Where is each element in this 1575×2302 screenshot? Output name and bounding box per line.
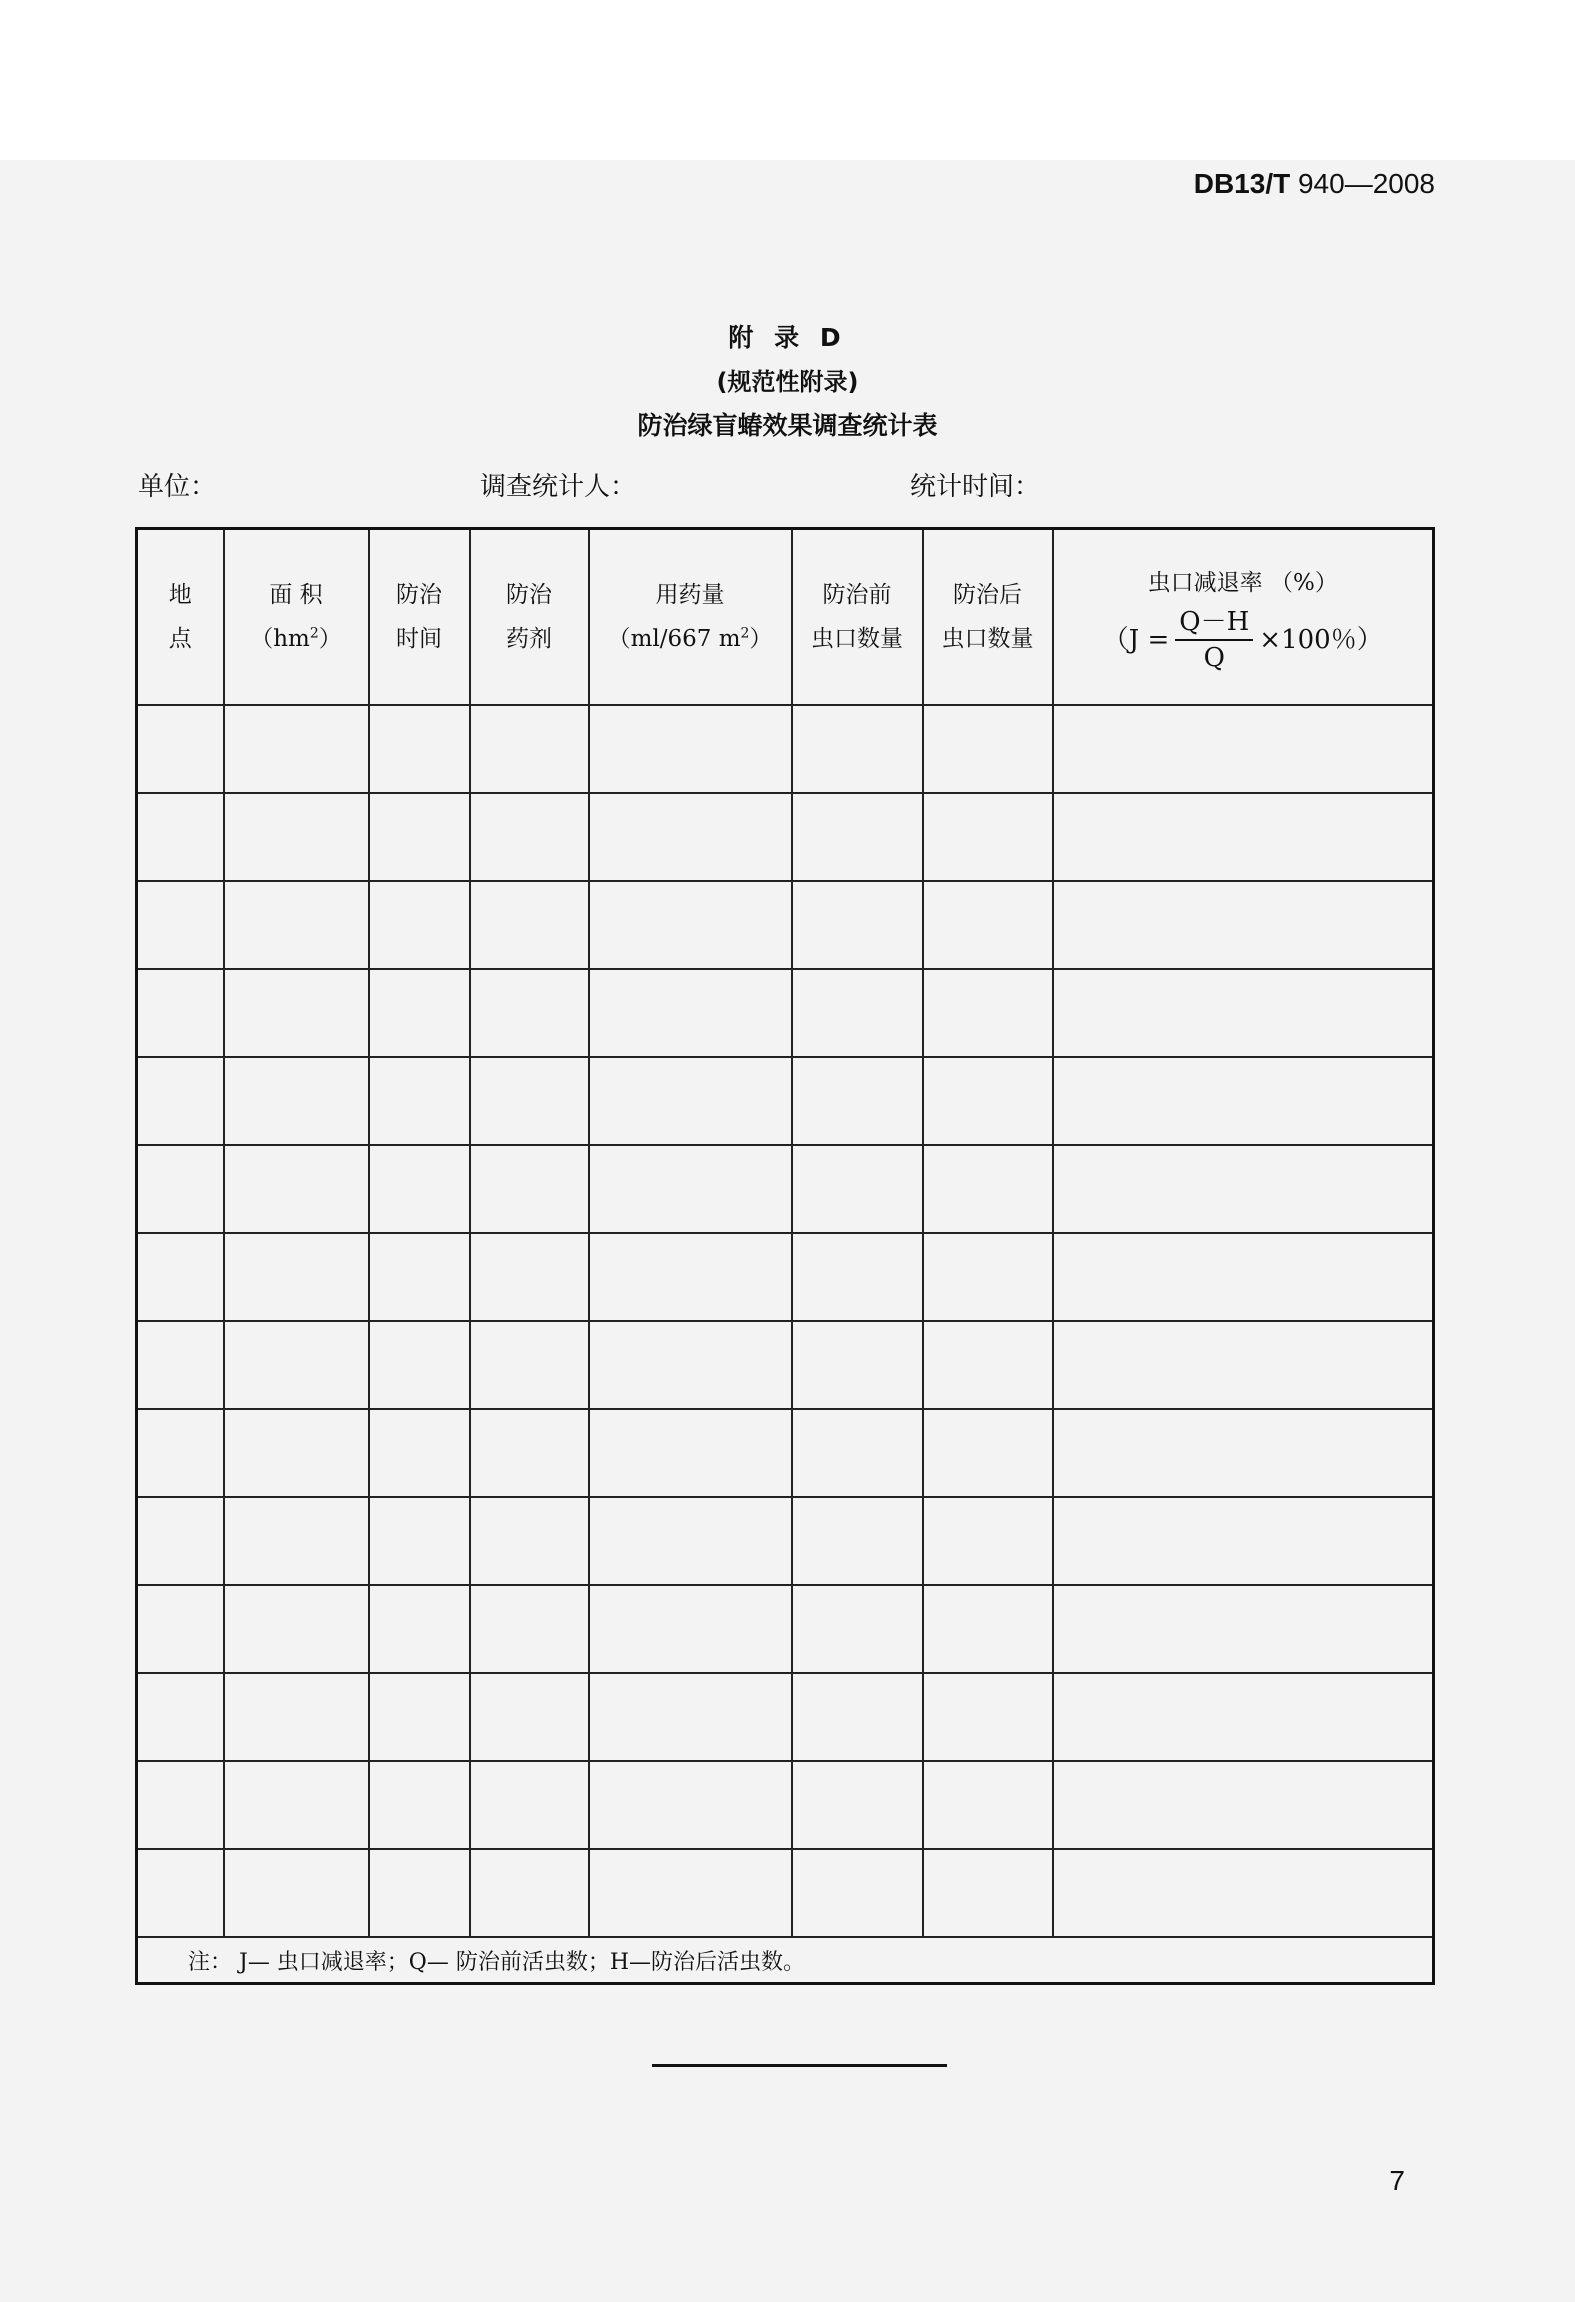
cell-location [137, 1849, 224, 1937]
col-area: 面 积 $(hm^2)$ [224, 529, 369, 706]
cell-treatment-time [369, 1145, 470, 1233]
cell-location [137, 969, 224, 1057]
table-row [137, 705, 1434, 793]
cell-treatment-agent [470, 1145, 589, 1233]
cell-location [137, 1585, 224, 1673]
reduction-rate-formula: （J = $\frac{Q-H}{Q}$ ×100％） [1102, 607, 1383, 673]
cell-dosage [589, 1585, 792, 1673]
cell-count-before [792, 793, 923, 881]
cell-count-after [923, 1233, 1053, 1321]
cell-dosage [589, 1497, 792, 1585]
cell-area [224, 1585, 369, 1673]
cell-location [137, 1497, 224, 1585]
cell-count-before [792, 1321, 923, 1409]
survey-table [135, 527, 1435, 1985]
end-rule [652, 2064, 947, 2067]
cell-treatment-agent [470, 1409, 589, 1497]
cell-location [137, 1057, 224, 1145]
cell-count-after [923, 1321, 1053, 1409]
cell-reduction-rate [1053, 1409, 1434, 1497]
cell-treatment-agent [470, 1233, 589, 1321]
cell-count-before [792, 1673, 923, 1761]
cell-location [137, 705, 224, 793]
cell-area [224, 881, 369, 969]
cell-location [137, 1145, 224, 1233]
cell-treatment-agent [470, 1673, 589, 1761]
cell-treatment-agent [470, 1849, 589, 1937]
cell-count-before [792, 881, 923, 969]
cell-treatment-time [369, 1673, 470, 1761]
cell-reduction-rate [1053, 793, 1434, 881]
cell-location [137, 1673, 224, 1761]
cell-reduction-rate [1053, 969, 1434, 1057]
cell-count-after [923, 705, 1053, 793]
cell-dosage [589, 969, 792, 1057]
table-row [137, 1233, 1434, 1321]
cell-dosage [589, 881, 792, 969]
cell-area [224, 1057, 369, 1145]
cell-location [137, 1761, 224, 1849]
cell-treatment-time [369, 969, 470, 1057]
cell-treatment-agent [470, 1585, 589, 1673]
cell-location [137, 1409, 224, 1497]
appendix-title: 附 录 D [728, 323, 847, 352]
table-title: 防治绿盲蝽效果调查统计表 [637, 411, 938, 440]
cell-count-before [792, 1145, 923, 1233]
cell-area [224, 1145, 369, 1233]
cell-reduction-rate [1053, 1849, 1434, 1937]
cell-dosage [589, 1233, 792, 1321]
cell-reduction-rate [1053, 1057, 1434, 1145]
table-row [137, 881, 1434, 969]
cell-dosage [589, 1057, 792, 1145]
cell-count-before [792, 1585, 923, 1673]
cell-dosage [589, 1849, 792, 1937]
cell-reduction-rate [1053, 881, 1434, 969]
table-row [137, 1321, 1434, 1409]
cell-count-before [792, 1233, 923, 1321]
cell-count-after [923, 881, 1053, 969]
cell-location [137, 793, 224, 881]
cell-location [137, 881, 224, 969]
cell-treatment-time [369, 881, 470, 969]
table-note-row [137, 1937, 1434, 1984]
cell-treatment-time [369, 1321, 470, 1409]
cell-count-after [923, 1409, 1053, 1497]
cell-count-before [792, 969, 923, 1057]
cell-treatment-time [369, 1409, 470, 1497]
cell-count-before [792, 1497, 923, 1585]
cell-treatment-time [369, 1057, 470, 1145]
cell-treatment-agent [470, 881, 589, 969]
col-reduction-rate [1053, 529, 1434, 706]
cell-treatment-time [369, 1761, 470, 1849]
cell-treatment-time [369, 1497, 470, 1585]
cell-treatment-agent [470, 793, 589, 881]
standard-number: 940—2008 [1290, 168, 1435, 199]
cell-count-before [792, 705, 923, 793]
cell-location [137, 1321, 224, 1409]
cell-treatment-agent [470, 1057, 589, 1145]
cell-treatment-agent [470, 1497, 589, 1585]
col-location: 地 点 [137, 529, 224, 706]
cell-treatment-agent [470, 1321, 589, 1409]
col-count-before: 防治前 虫口数量 [792, 529, 923, 706]
cell-treatment-time [369, 1849, 470, 1937]
table-row [137, 1145, 1434, 1233]
surveyor-label: 调查统计人： [480, 472, 637, 502]
cell-dosage [589, 1761, 792, 1849]
cell-count-after [923, 1585, 1053, 1673]
cell-reduction-rate [1053, 705, 1434, 793]
table-row [137, 969, 1434, 1057]
cell-count-before [792, 1849, 923, 1937]
cell-treatment-time [369, 1233, 470, 1321]
cell-area [224, 1233, 369, 1321]
cell-treatment-time [369, 1585, 470, 1673]
table-row [137, 1057, 1434, 1145]
cell-count-after [923, 1849, 1053, 1937]
survey-time-label: 统计时间： [910, 472, 1041, 502]
cell-area [224, 1849, 369, 1937]
col-treatment-time: 防治 时间 [369, 529, 470, 706]
cell-reduction-rate [1053, 1233, 1434, 1321]
unit-label: 单位： [138, 472, 217, 502]
cell-count-after [923, 793, 1053, 881]
cell-count-after [923, 969, 1053, 1057]
cell-count-after [923, 1673, 1053, 1761]
cell-treatment-agent [470, 705, 589, 793]
cell-treatment-time [369, 793, 470, 881]
table-row [137, 1585, 1434, 1673]
table-row [137, 793, 1434, 881]
table-header-row [137, 529, 1434, 706]
cell-count-after [923, 1497, 1053, 1585]
cell-dosage [589, 793, 792, 881]
table-note: 注： J— 虫口减退率；Q— 防治前活虫数；H—防治后活虫数。 [137, 1937, 1434, 1984]
cell-area [224, 1673, 369, 1761]
cell-dosage [589, 1673, 792, 1761]
table-row [137, 1673, 1434, 1761]
standard-prefix: DB13/T [1193, 168, 1291, 199]
table-row [137, 1497, 1434, 1585]
cell-treatment-agent [470, 1761, 589, 1849]
col-dosage: 用药量 （ml/667 $m^2$） [589, 529, 792, 706]
cell-count-before [792, 1057, 923, 1145]
reduction-rate-label: 虫口减退率 （%） [1147, 570, 1338, 596]
cell-dosage [589, 705, 792, 793]
cell-count-after [923, 1057, 1053, 1145]
cell-area [224, 969, 369, 1057]
cell-count-before [792, 1409, 923, 1497]
cell-area [224, 793, 369, 881]
cell-dosage [589, 1409, 792, 1497]
cell-reduction-rate [1053, 1673, 1434, 1761]
cell-reduction-rate [1053, 1585, 1434, 1673]
cell-area [224, 1321, 369, 1409]
col-count-after: 防治后 虫口数量 [923, 529, 1053, 706]
cell-count-before [792, 1761, 923, 1849]
table-row [137, 1849, 1434, 1937]
cell-area [224, 1409, 369, 1497]
cell-count-after [923, 1145, 1053, 1233]
cell-treatment-time [369, 705, 470, 793]
standard-code [1194, 168, 1435, 200]
cell-reduction-rate [1053, 1761, 1434, 1849]
appendix-subtitle: (规范性附录) [716, 368, 859, 396]
cell-area [224, 1497, 369, 1585]
col-treatment-agent: 防治 药剂 [470, 529, 589, 706]
cell-area [224, 1761, 369, 1849]
cell-dosage [589, 1321, 792, 1409]
table-row [137, 1761, 1434, 1849]
table-row [137, 1409, 1434, 1497]
cell-area [224, 705, 369, 793]
cell-reduction-rate [1053, 1497, 1434, 1585]
page-number: 7 [1389, 2165, 1405, 2196]
cell-treatment-agent [470, 969, 589, 1057]
cell-count-after [923, 1761, 1053, 1849]
cell-reduction-rate [1053, 1145, 1434, 1233]
cell-location [137, 1233, 224, 1321]
cell-dosage [589, 1145, 792, 1233]
cell-reduction-rate [1053, 1321, 1434, 1409]
